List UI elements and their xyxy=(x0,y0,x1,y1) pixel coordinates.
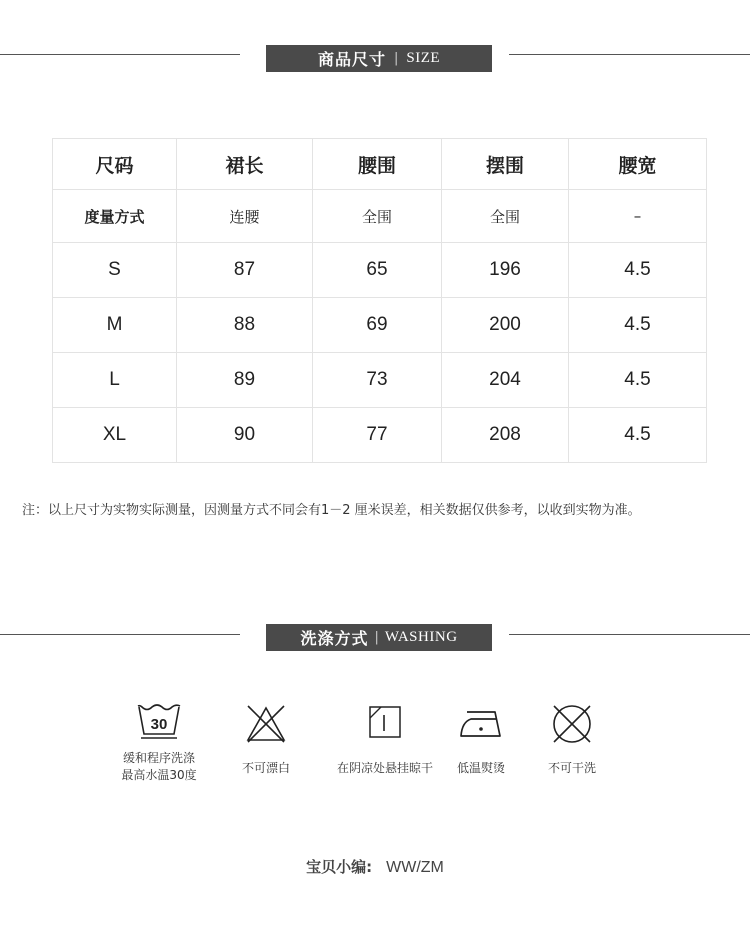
wash-item-line-dry-shade xyxy=(326,704,444,777)
table-cell: S xyxy=(53,243,177,298)
line-dry-shade-icon xyxy=(367,704,403,740)
table-cell: 89 xyxy=(177,353,313,408)
table-row xyxy=(53,243,707,298)
wash-item-no-dry-clean xyxy=(532,702,612,777)
editor-line xyxy=(0,856,750,877)
size-title-divider: | xyxy=(393,51,399,66)
washing-rule-left xyxy=(0,634,240,635)
wash-label: 在阴凉处悬挂晾干 xyxy=(336,761,433,775)
table-cell: 196 xyxy=(442,243,569,298)
table-cell: L xyxy=(53,353,177,408)
washing-section-banner xyxy=(266,624,492,651)
header-cell-hem: 摆围 xyxy=(442,139,569,190)
size-table-header-row xyxy=(53,139,707,190)
wash-label: 缓和程序洗涤 最高水温30度 xyxy=(121,751,197,782)
size-table xyxy=(52,138,707,463)
table-row xyxy=(53,408,707,463)
washing-title-en: WASHING xyxy=(384,629,458,645)
size-rule-left xyxy=(0,54,240,55)
low-iron-icon xyxy=(457,704,505,740)
table-row xyxy=(53,298,707,353)
header-cell-size: 尺码 xyxy=(53,139,177,190)
editor-value: WW/ZM xyxy=(386,859,444,876)
size-title-cn: 商品尺寸 xyxy=(317,50,386,69)
editor-label: 宝贝小编: xyxy=(306,858,373,876)
table-cell: 204 xyxy=(442,353,569,408)
table-cell: 65 xyxy=(313,243,442,298)
table-cell: 4.5 xyxy=(569,243,707,298)
size-title-en: SIZE xyxy=(406,50,441,66)
header-cell-waist-width: 腰宽 xyxy=(569,139,707,190)
wash-label: 不可干洗 xyxy=(547,761,596,775)
size-rule-right xyxy=(509,54,750,55)
table-cell: 88 xyxy=(177,298,313,353)
wash-label: 低温熨烫 xyxy=(456,761,505,775)
wash-temp-label: 30 xyxy=(150,716,168,733)
table-cell: 90 xyxy=(177,408,313,463)
table-cell: XL xyxy=(53,408,177,463)
table-cell: 69 xyxy=(313,298,442,353)
wash-item-low-iron xyxy=(446,704,516,777)
measurement-note: 注：以上尺寸为实物实际测量，因测量方式不同会有1－2 厘米误差，相关数据仅供参考，以收到实物为准。 xyxy=(22,503,641,518)
table-cell: 4.5 xyxy=(569,298,707,353)
table-cell: 4.5 xyxy=(569,408,707,463)
table-cell: 4.5 xyxy=(569,353,707,408)
table-cell: M xyxy=(53,298,177,353)
size-table-method-row xyxy=(53,190,707,243)
table-cell: 87 xyxy=(177,243,313,298)
washing-title-divider: | xyxy=(374,630,379,645)
header-cell-waist: 腰围 xyxy=(313,139,442,190)
wash-item-gentle-30 xyxy=(104,704,214,784)
method-cell: 连腰 xyxy=(177,190,313,243)
table-cell: 73 xyxy=(313,353,442,408)
table-row xyxy=(53,353,707,408)
table-cell: 77 xyxy=(313,408,442,463)
wash-item-no-bleach xyxy=(226,704,306,777)
table-cell: 208 xyxy=(442,408,569,463)
wash-label: 不可漂白 xyxy=(241,761,290,775)
method-cell: 全围 xyxy=(442,190,569,243)
no-dry-clean-icon xyxy=(550,702,594,746)
washing-rule-right xyxy=(509,634,750,635)
method-cell: – xyxy=(569,190,707,243)
size-section-banner xyxy=(266,45,492,72)
wash-30-icon xyxy=(135,704,183,740)
no-bleach-icon xyxy=(244,704,288,744)
table-cell: 200 xyxy=(442,298,569,353)
method-cell: 全围 xyxy=(313,190,442,243)
header-cell-skirt-length: 裙长 xyxy=(177,139,313,190)
washing-title-cn: 洗涤方式 xyxy=(300,629,369,648)
method-cell: 度量方式 xyxy=(53,190,177,243)
